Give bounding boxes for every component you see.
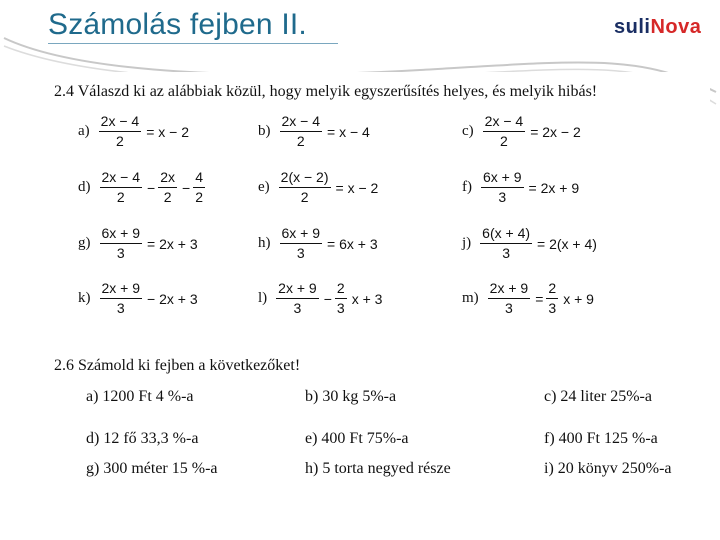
item-label: a) [78, 123, 90, 139]
task-b: b) 30 kg 5%-a [305, 388, 397, 405]
operator: − [182, 179, 191, 196]
numerator: 2x − 4 [101, 169, 141, 185]
numerator: 2x [160, 169, 176, 185]
item-e [258, 168, 378, 207]
numerator: 6(x + 4) [482, 225, 531, 241]
fraction [100, 279, 143, 318]
fraction [279, 168, 331, 207]
item-label: j) [462, 235, 472, 251]
item-label: c) [462, 123, 474, 139]
right-hand-side: = 2x + 9 [528, 179, 580, 196]
numerator: 6x + 9 [101, 225, 141, 241]
denominator: 3 [116, 245, 125, 261]
numerator: 6x + 9 [281, 225, 321, 241]
page-title: Számolás fejben II. [48, 8, 307, 41]
item-c [462, 112, 581, 151]
task-a: a) 1200 Ft 4 %-a [86, 388, 194, 405]
denominator: 3 [293, 300, 302, 316]
item-l [258, 279, 382, 318]
task-d: d) 12 fő 33,3 %-a [86, 430, 199, 447]
fraction [100, 224, 143, 263]
item-label: b) [258, 123, 271, 139]
item-label: k) [78, 290, 91, 306]
numerator: 2x + 9 [278, 280, 317, 296]
denominator: 3 [296, 245, 305, 261]
trailing-term: x + 9 [563, 290, 594, 307]
numerator: 2 [336, 280, 345, 296]
operator: − [147, 179, 156, 196]
fraction [280, 224, 323, 263]
operator: = [535, 290, 544, 307]
right-hand-side: = 6x + 3 [327, 235, 378, 252]
task-e: e) 400 Ft 75%-a [305, 430, 409, 447]
operator: − [323, 290, 332, 307]
task-h: h) 5 torta negyed része [305, 460, 451, 477]
fraction [280, 112, 323, 151]
item-a [78, 112, 189, 151]
denominator: 2 [500, 133, 508, 149]
numerator: 6x + 9 [483, 169, 522, 185]
denominator: 2 [195, 189, 203, 205]
exercise-2-6-heading: 2.6 Számold ki fejben a következőket! [54, 357, 301, 374]
right-hand-side: = 2x − 2 [530, 123, 581, 140]
item-g [78, 224, 198, 263]
numerator: 2 [548, 280, 557, 296]
fraction [99, 112, 142, 151]
item-b [258, 112, 370, 151]
fraction [193, 168, 205, 207]
numerator: 2x − 4 [100, 113, 140, 129]
numerator: 2(x − 2) [280, 169, 329, 185]
denominator: 3 [498, 189, 507, 205]
fraction [335, 279, 347, 318]
right-hand-side: − 2x + 3 [147, 290, 198, 307]
denominator: 2 [296, 133, 305, 149]
item-label: e) [258, 179, 270, 195]
numerator: 2x − 4 [484, 113, 524, 129]
item-h [258, 224, 378, 263]
right-hand-side: = 2x + 3 [147, 235, 198, 252]
right-hand-side: = x − 4 [327, 123, 370, 140]
denominator: 3 [116, 300, 125, 316]
fraction [158, 168, 177, 207]
fraction [276, 279, 319, 318]
denominator: 3 [505, 300, 513, 316]
item-f [462, 168, 579, 207]
item-label: h) [258, 235, 271, 251]
item-j [462, 224, 597, 263]
item-label: l) [258, 290, 268, 306]
exercise-2-4-heading: 2.4 Válaszd ki az alábbiak közül, hogy melyik egyszerűsítés helyes, és melyik hibás! [54, 83, 598, 100]
right-hand-side: = 2(x + 4) [537, 235, 597, 252]
numerator: 2x − 4 [281, 113, 321, 129]
item-d [78, 168, 208, 207]
item-m [462, 279, 594, 318]
denominator: 3 [336, 300, 345, 316]
denominator: 2 [300, 189, 309, 205]
numerator: 2x + 9 [101, 280, 141, 296]
logo-part-nova: Nova [650, 16, 702, 38]
task-c: c) 24 liter 25%-a [544, 388, 652, 405]
sulinova-logo [614, 16, 701, 39]
item-k [78, 279, 198, 318]
item-label: g) [78, 235, 91, 251]
right-hand-side: = x − 2 [335, 179, 379, 196]
right-hand-side: = x − 2 [146, 123, 189, 140]
title-divider [48, 43, 338, 44]
fraction [100, 168, 143, 207]
fraction [483, 112, 526, 151]
fraction [481, 168, 524, 207]
logo-part-suli: suli [614, 16, 651, 38]
item-label: d) [78, 179, 91, 195]
task-g: g) 300 méter 15 %-a [86, 460, 218, 477]
denominator: 2 [116, 133, 124, 149]
fraction [480, 224, 532, 263]
fraction [488, 279, 531, 318]
fraction [546, 279, 558, 318]
item-label: f) [462, 179, 472, 195]
numerator: 4 [195, 169, 203, 185]
denominator: 3 [502, 245, 510, 261]
task-i: i) 20 könyv 250%-a [544, 460, 672, 477]
denominator: 3 [548, 300, 557, 316]
worksheet [40, 72, 710, 492]
denominator: 2 [116, 189, 125, 205]
denominator: 2 [163, 189, 172, 205]
numerator: 2x + 9 [489, 280, 529, 296]
task-f: f) 400 Ft 125 %-a [544, 430, 658, 447]
trailing-term: x + 3 [351, 290, 383, 307]
item-label: m) [462, 290, 479, 306]
